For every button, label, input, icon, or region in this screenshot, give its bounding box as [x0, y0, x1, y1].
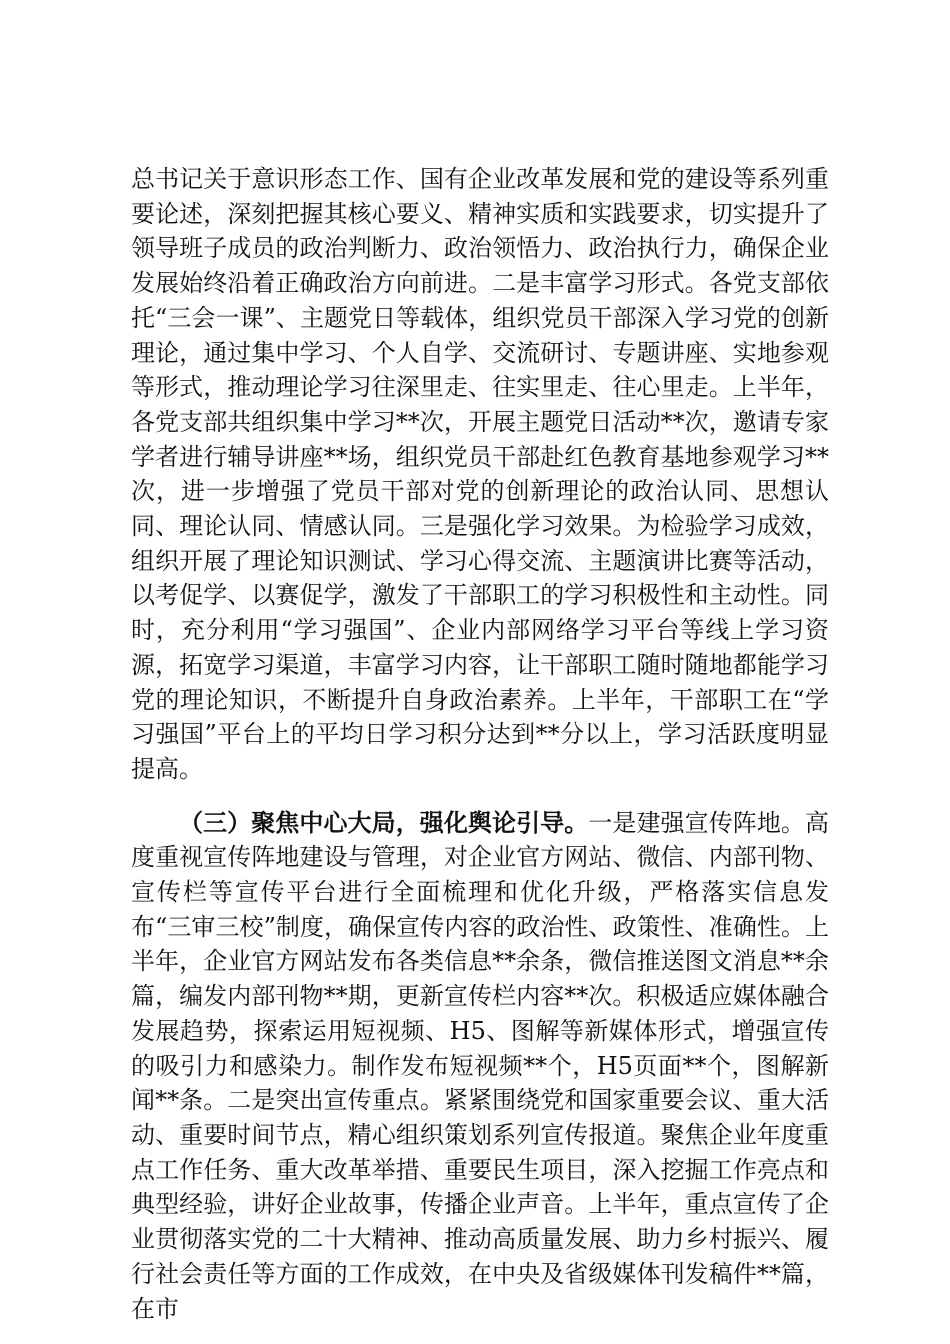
paragraph-1-text: 总书记关于意识形态工作、国有企业改革发展和党的建设等系列重要论述，深刻把握其核心要义、精神实质和实践要求，切实提升了领导班子成员的政治判断力、政治领悟力、政治执行力，确保企业发展始终沿着正确政治方向前进。二是丰富学习形式。各党支部依托“三会一课”、主题党日等载体，组织党员干部深入学习党的创新理论，通过集中学习、个人自学、交流研讨、专题讲座、实地参观等形式，推动理论学习往深里走、往实里走、往心里走。上半年，各党支部共组织集中学习**次，开展主题党日活动**次，邀请专家学者进行辅导讲座**场，组织党员干部赴红色教育基地参观学习**次，进一步增强了党员干部对党的创新理论的政治认同、思想认同、理论认同、情感认同。三是强化学习效果。为检验学习成效，组织开展了理论知识测试、学习心得交流、主题演讲比赛等活动，以考促学、以赛促学，激发了干部职工的学习积极性和主动性。同时，充分利用“学习强国”、企业内部网络学习平台等线上学习资源，拓宽学习渠道，丰富学习内容，让干部职工随时随地都能学习党的理论知识，不断提升自身政治素养。上半年，干部职工在“学习强国”平台上的平均日学习积分达到**分以上，学习活跃度明显提高。: [131, 165, 829, 783]
paragraph-1: [131, 162, 829, 787]
section-heading-3: （三）聚焦中心大局，强化舆论引导。: [179, 808, 589, 837]
paragraph-2-text: 一是建强宣传阵地。高度重视宣传阵地建设与管理，对企业官方网站、微信、内部刊物、宣传栏等宣传平台进行全面梳理和优化升级，严格落实信息发布“三审三校”制度，确保宣传内容的政治性、政策性、准确性。上半年，企业官方网站发布各类信息**余条，微信推送图文消息**余篇，编发内部刊物**期，更新宣传栏内容**次。积极适应媒体融合发展趋势，探索运用短视频、H5、图解等新媒体形式，增强宣传的吸引力和感染力。制作发布短视频**个，H5页面**个，图解新闻**条。二是突出宣传重点。紧紧围绕党和国家重要会议、重大活动、重要时间节点，精心组织策划系列宣传报道。聚焦企业年度重点工作任务、重大改革举措、重要民生项目，深入挖掘工作亮点和典型经验，讲好企业故事，传播企业声音。上半年，重点宣传了企业贯彻落实党的二十大精神、推动高质量发展、助力乡村振兴、履行社会责任等方面的工作成效，在中央及省级媒体刊发稿件**篇，在市: [131, 808, 830, 1323]
document-body: [131, 162, 829, 1326]
paragraph-2: [131, 806, 829, 1327]
